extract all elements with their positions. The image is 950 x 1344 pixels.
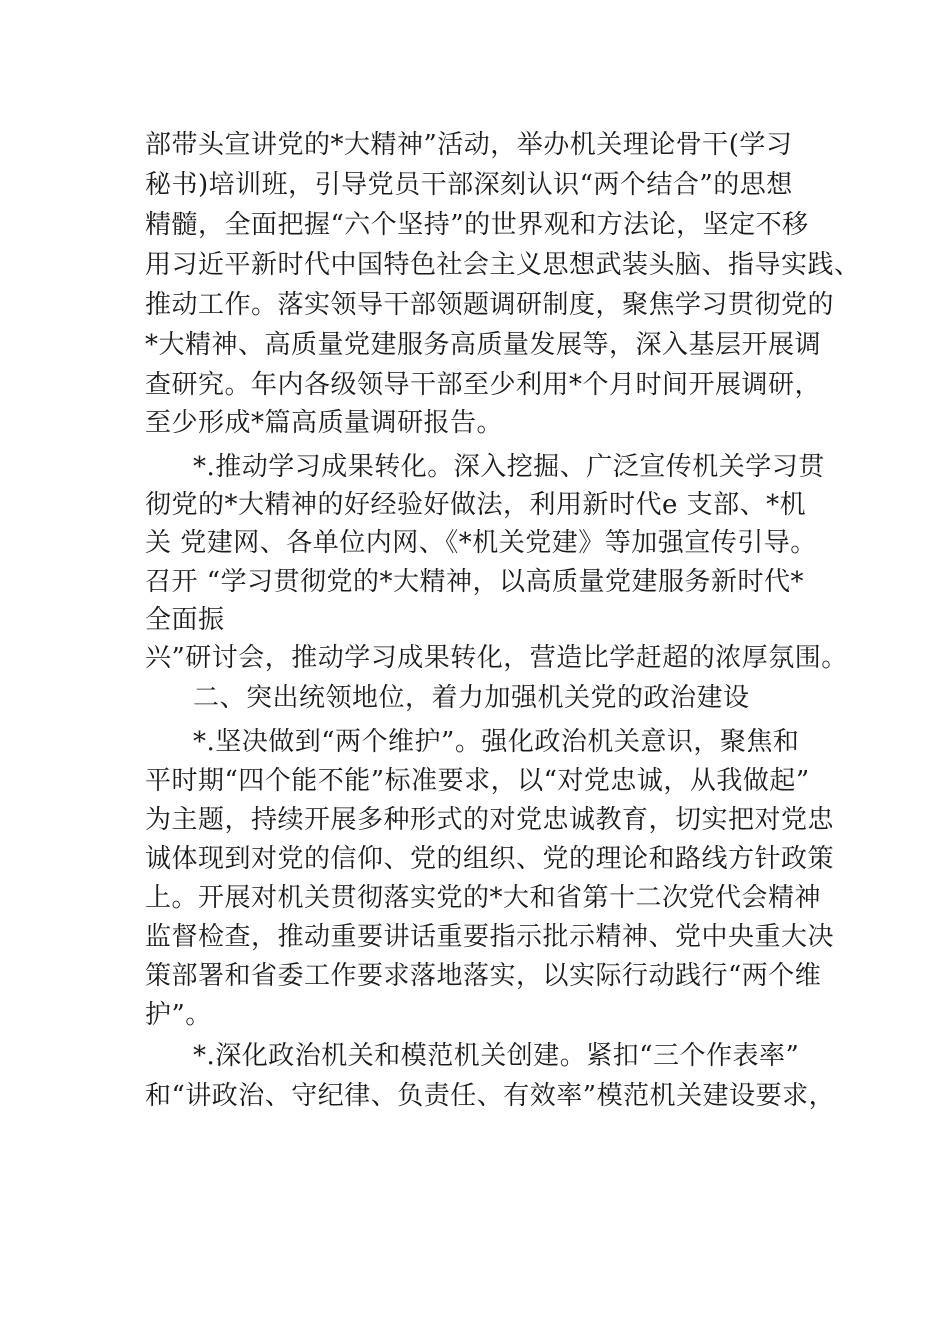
text-line: *大精神、高质量党建服务高质量发展等，深入基层开展调	[145, 330, 822, 360]
paragraph-start-line: *.深化政治机关和模范机关创建。紧扣“三个作表率”	[193, 1041, 800, 1071]
text-line: 和“讲政治、守纪律、负责任、有效率”模范机关建设要求，	[145, 1081, 836, 1111]
text-line: 至少形成*篇高质量调研报告。	[145, 408, 504, 438]
paragraph-start-line: *.推动学习成果转化。深入挖掘、广泛宣传机关学习贯	[193, 452, 825, 482]
text-line: 精髓，全面把握“六个坚持”的世界观和方法论，坚定不移	[145, 210, 809, 240]
text-line: 召开 “学习贯彻党的*大精神，以高质量党建服务新时代*	[145, 567, 805, 597]
text-line: 关 党建网、各单位内网、《*机关党建》等加强宣传引导。	[145, 528, 817, 558]
text-line: 策部署和省委工作要求落地落实，以实际行动践行“两个维	[145, 961, 822, 991]
text-line: 诚体现到对党的信仰、党的组织、党的理论和路线方针政策	[145, 844, 835, 874]
text-line: 护”。	[145, 1000, 212, 1030]
text-line: 全面振	[145, 605, 225, 635]
section-heading: 二、突出统领地位，着力加强机关党的政治建设	[193, 683, 750, 713]
text-line: 推动工作。落实领导干部领题调研制度，聚焦学习贯彻党的	[145, 290, 835, 320]
text-line: 彻党的*大精神的好经验好做法，利用新时代e 支部、*机	[145, 490, 807, 520]
paragraph-start-line: *.坚决做到“两个维护”。强化政治机关意识，聚焦和	[193, 727, 800, 757]
text-line: 秘书)培训班，引导党员干部深刻认识“两个结合”的思想	[145, 170, 793, 200]
text-line: 监督检查，推动重要讲话重要指示批示精神、党中央重大决	[145, 922, 835, 952]
text-line: 兴”研讨会，推动学习成果转化，营造比学赶超的浓厚氛围。	[145, 643, 848, 673]
text-line: 用习近平新时代中国特色社会主义思想武装头脑、指导实践、	[145, 250, 861, 280]
text-line: 为主题，持续开展多种形式的对党忠诚教育，切实把对党忠	[145, 805, 835, 835]
text-line: 部带头宣讲党的*大精神”活动，举办机关理论骨干(学习	[145, 130, 793, 160]
text-line: 平时期“四个能不能”标准要求，以“对党忠诚，从我做起”	[145, 766, 810, 796]
text-line: 上。开展对机关贯彻落实党的*大和省第十二次党代会精神	[145, 883, 822, 913]
text-line: 查研究。年内各级领导干部至少利用*个月时间开展调研，	[145, 370, 822, 400]
